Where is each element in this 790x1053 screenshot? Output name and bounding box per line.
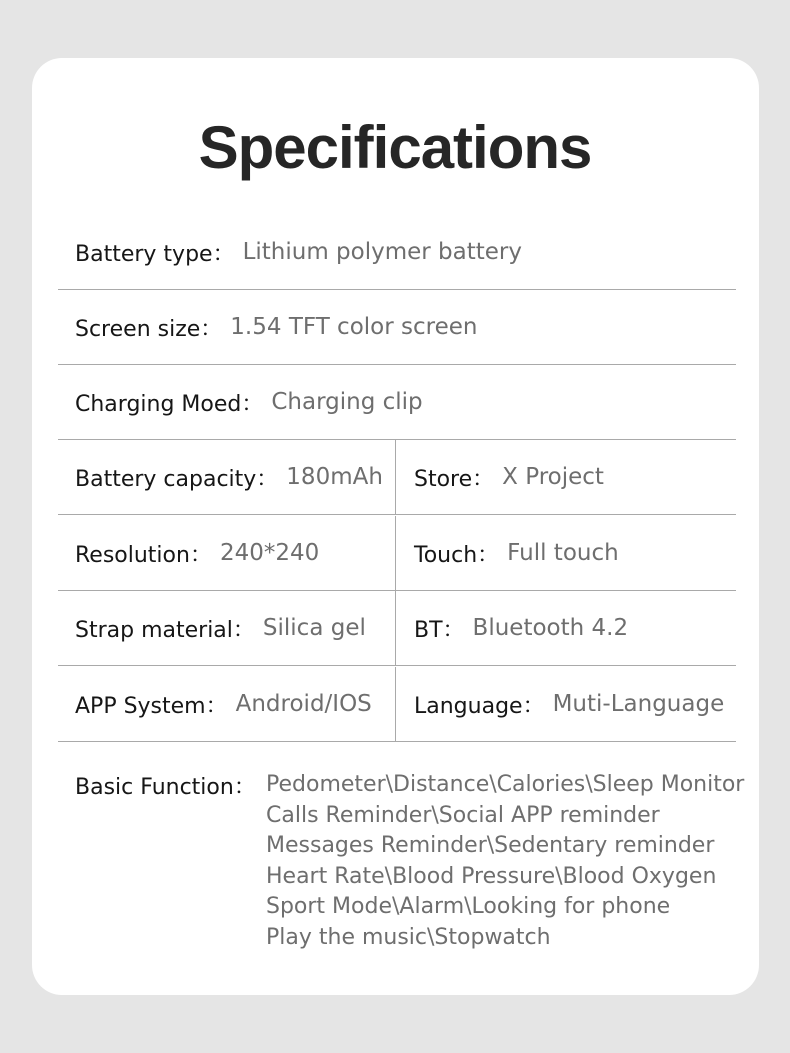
column-divider (395, 667, 396, 741)
page-title: Specifications (198, 114, 592, 181)
spec-row-capacity-store (58, 440, 736, 515)
list-item: Sport Mode\Alarm\Looking for phone (266, 894, 671, 920)
spec-value: 240*240 (219, 540, 320, 566)
spec-row-battery-type (58, 215, 736, 290)
spec-label: Resolution： (75, 542, 212, 568)
spec-label: Strap material： (75, 617, 255, 643)
column-divider (395, 591, 396, 665)
spec-label: BT： (414, 617, 465, 643)
spec-value: 180mAh (286, 464, 383, 490)
spec-value: Bluetooth 4.2 (472, 615, 629, 641)
spec-row-charging-mode (58, 365, 736, 440)
spec-label: Charging Moed： (75, 391, 264, 417)
spec-value: Full touch (507, 540, 619, 566)
spec-label: Screen size： (75, 316, 223, 342)
spec-label: Language： (414, 693, 545, 719)
spec-row-resolution-touch (58, 516, 736, 591)
list-item: Heart Rate\Blood Pressure\Blood Oxygen (266, 863, 717, 889)
spec-label: APP System： (75, 693, 228, 719)
spec-value: Lithium polymer battery (242, 239, 523, 265)
spec-value: X Project (502, 464, 604, 490)
column-divider (395, 516, 396, 590)
column-divider (395, 440, 396, 514)
basic-function-label: Basic Function： (75, 775, 256, 800)
spec-label: Battery type： (75, 241, 235, 267)
spec-label: Touch： (414, 542, 500, 568)
list-item: Calls Reminder\Social APP reminder (266, 802, 660, 828)
spec-row-screen-size (58, 290, 736, 365)
spec-value: Charging clip (271, 389, 423, 415)
spec-value: 1.54 TFT color screen (230, 314, 478, 340)
spec-label: Store： (414, 466, 495, 492)
spec-value: Android/IOS (235, 691, 372, 717)
list-item: Pedometer\Distance\Calories\Sleep Monitor (266, 772, 745, 797)
list-item: Messages Reminder\Sedentary reminder (266, 833, 715, 859)
spec-row-app-language (58, 667, 736, 742)
spec-value: Muti-Language (552, 691, 725, 717)
list-item: Play the music\Stopwatch (266, 924, 551, 950)
basic-function-list (266, 770, 745, 954)
spec-row-strap-bt (58, 591, 736, 666)
spec-label: Battery capacity： (75, 466, 279, 492)
spec-value: Silica gel (262, 615, 366, 641)
